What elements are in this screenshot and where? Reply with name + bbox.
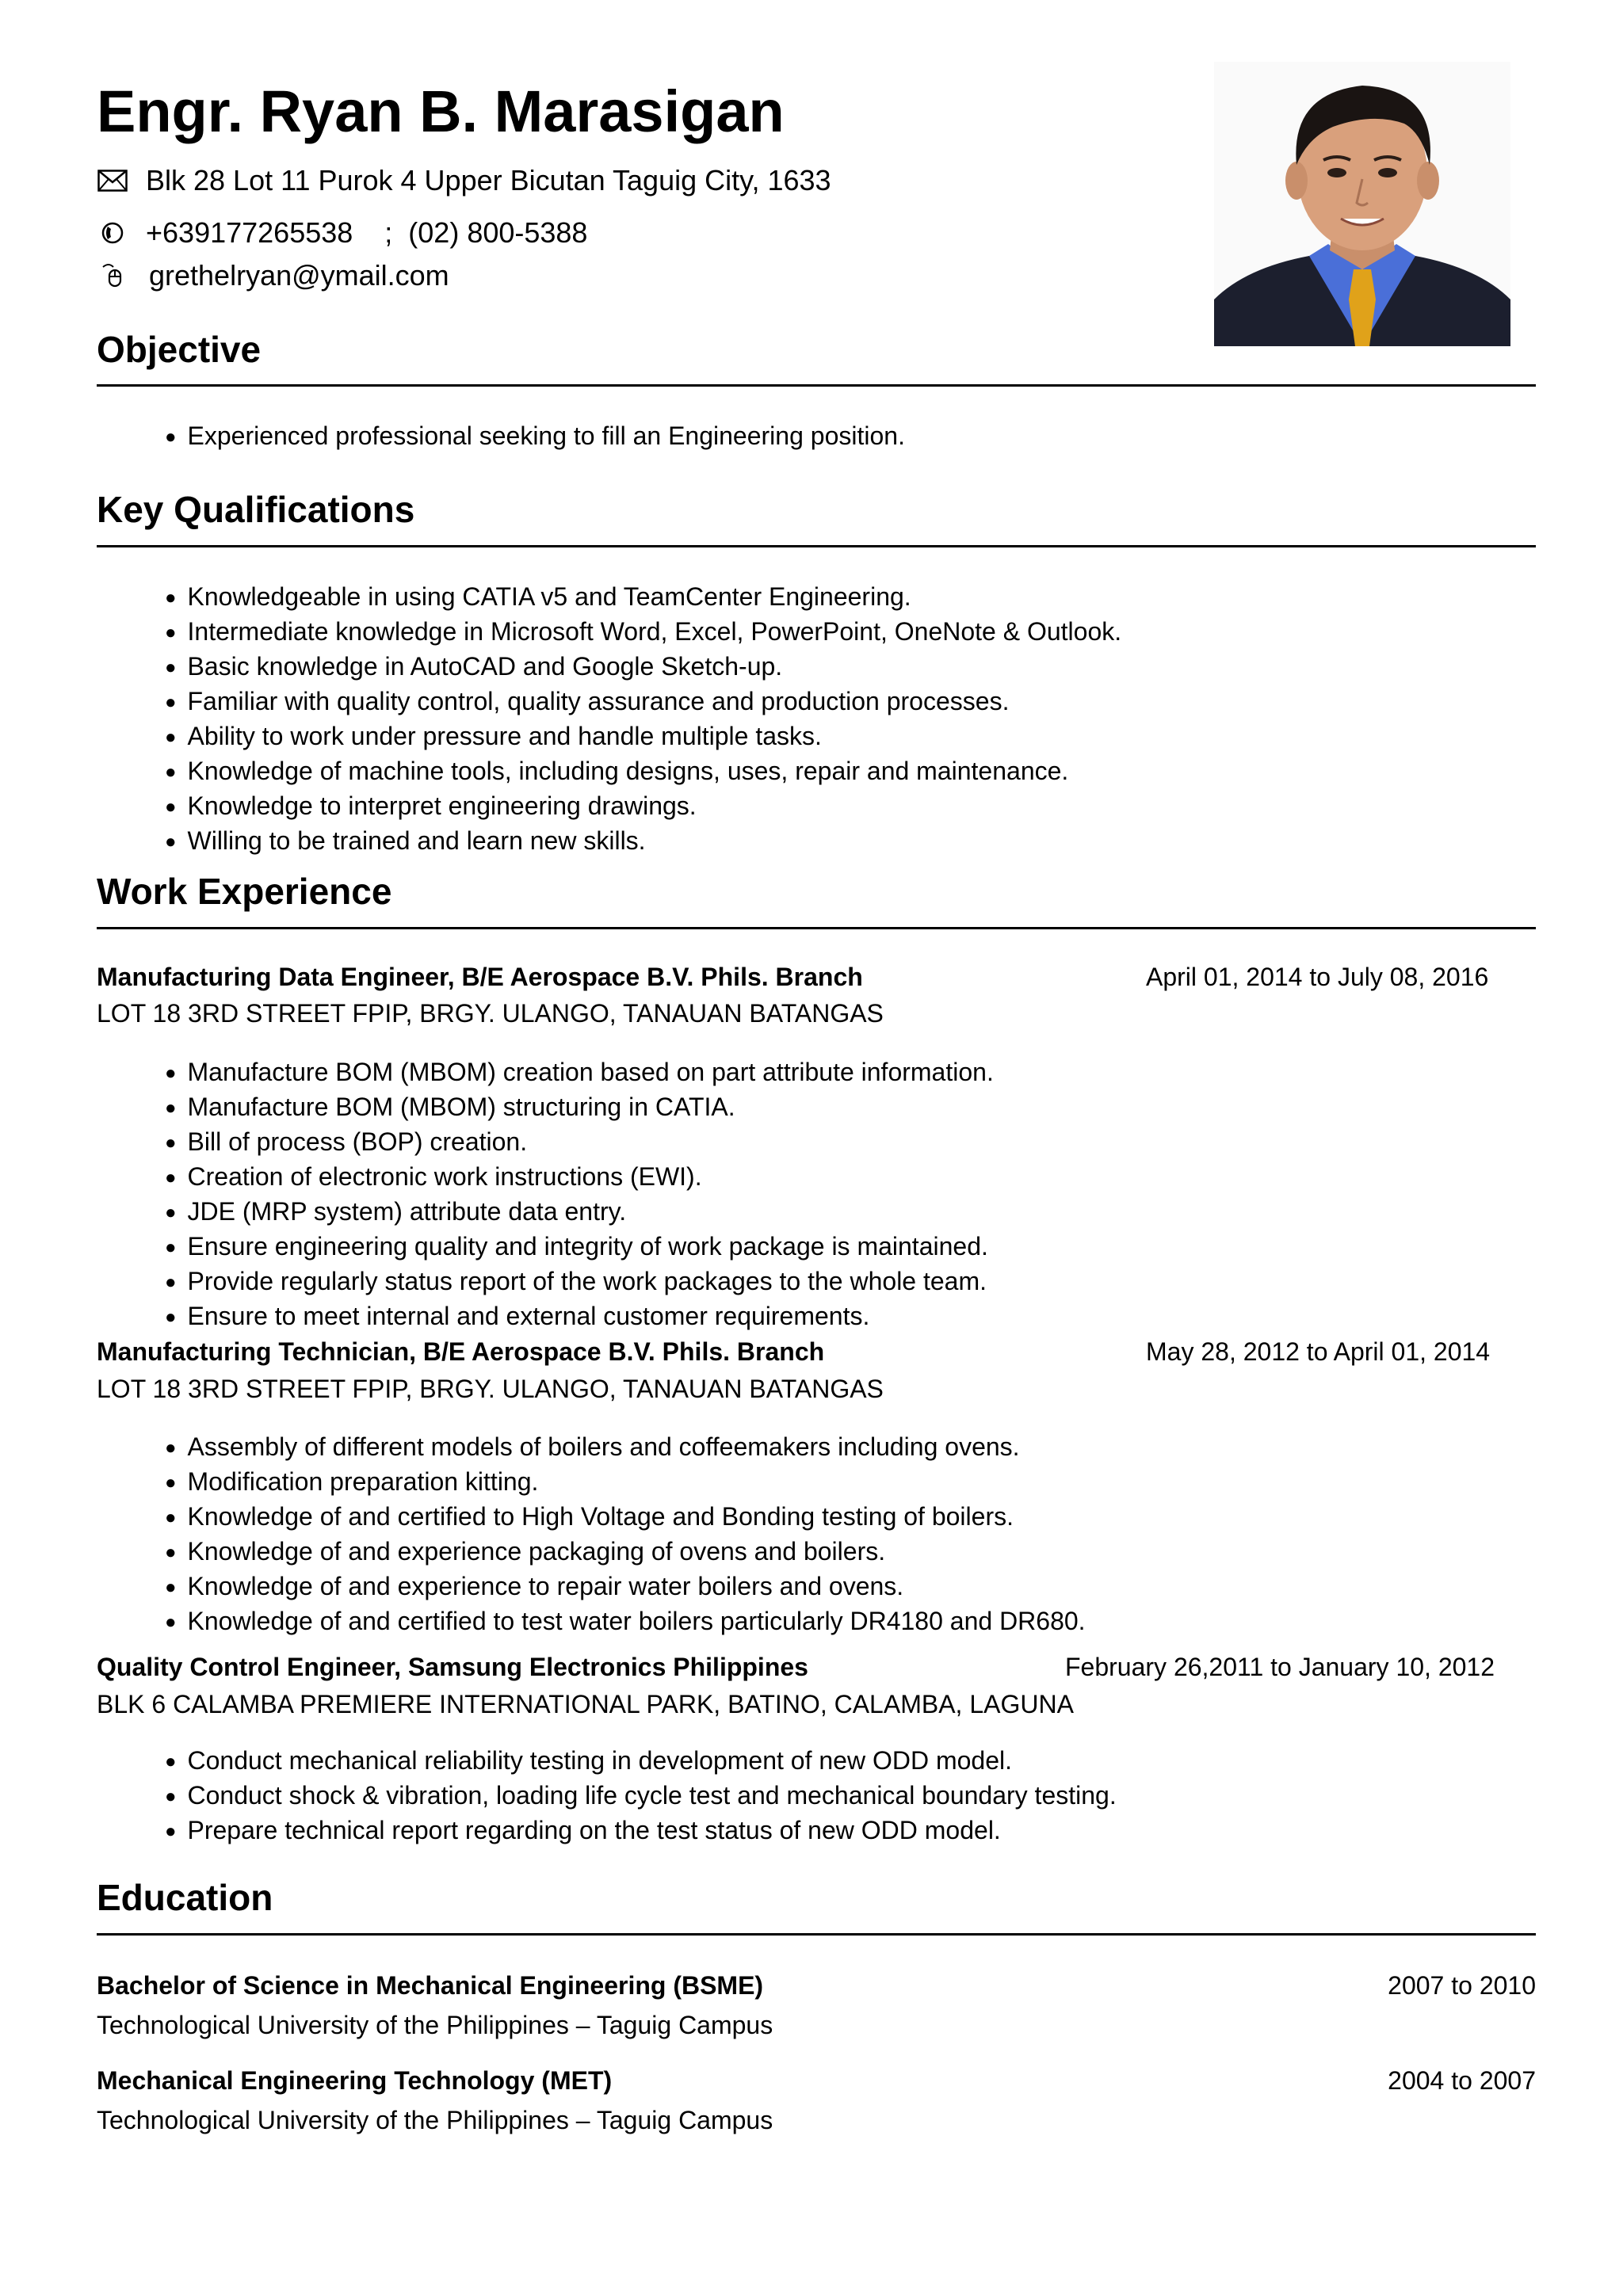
contact-address <box>97 166 831 195</box>
education-school: Technological University of the Philippines – Taguig Campus <box>97 2011 773 2039</box>
bullet-item: ● Basic knowledge in AutoCAD and Google Sketch-up. <box>165 650 1121 685</box>
job-dates: February 26,2011 to January 10, 2012 <box>1065 1653 1495 1681</box>
bullet-item: ● Familiar with quality control, quality assurance and production processes. <box>165 685 1121 720</box>
education-degree: Bachelor of Science in Mechanical Engineering (BSME) <box>97 1971 764 2000</box>
job-address: BLK 6 CALAMBA PREMIERE INTERNATIONAL PARK, BATINO, CALAMBA, LAGUNA <box>97 1690 1074 1718</box>
job-duties-list <box>165 1431 1086 1640</box>
bullet-item: ● Knowledge of and certified to High Voltage and Bonding testing of boilers. <box>165 1501 1086 1535</box>
bullet-item: ● Knowledge of machine tools, including designs, uses, repair and maintenance. <box>165 755 1121 790</box>
section-divider <box>97 384 1536 387</box>
bullet-item: ● Creation of electronic work instructions (EWI). <box>165 1161 994 1196</box>
objective-list <box>165 420 905 455</box>
bullet-item: ● Knowledgeable in using CATIA v5 and TeamCenter Engineering. <box>165 581 1121 616</box>
bullet-item: ● Conduct mechanical reliability testing in development of new ODD model. <box>165 1745 1117 1779</box>
objective-heading: Objective <box>97 329 262 370</box>
mouse-icon <box>97 261 128 290</box>
bullet-item: ● Ensure to meet internal and external customer requirements. <box>165 1300 994 1335</box>
address-text: Blk 28 Lot 11 Purok 4 Upper Bicutan Taguig City, 1633 <box>146 164 831 196</box>
bullet-item: ● Conduct shock & vibration, loading life cycle test and mechanical boundary testing. <box>165 1779 1117 1814</box>
bullet-item: ● Modification preparation kitting. <box>165 1466 1086 1501</box>
contact-phone <box>97 216 588 249</box>
bullet-item: ● Prepare technical report regarding on the test status of new ODD model. <box>165 1814 1117 1849</box>
job-duties-list <box>165 1745 1117 1849</box>
job-address: LOT 18 3RD STREET FPIP, BRGY. ULANGO, TANAUAN BATANGAS <box>97 999 884 1028</box>
section-divider <box>97 927 1536 929</box>
profile-photo <box>1214 62 1510 346</box>
email-link[interactable]: grethelryan@ymail.com <box>149 259 449 292</box>
bullet-item: ● Manufacture BOM (MBOM) creation based on part attribute information. <box>165 1056 994 1091</box>
section-divider <box>97 1933 1536 1936</box>
education-degree: Mechanical Engineering Technology (MET) <box>97 2066 613 2095</box>
bullet-item: ● Ability to work under pressure and handle multiple tasks. <box>165 720 1121 755</box>
section-divider <box>97 545 1536 547</box>
candidate-name: Engr. Ryan B. Marasigan <box>97 78 785 144</box>
work-heading: Work Experience <box>97 871 392 912</box>
phone-icon <box>97 219 128 247</box>
bullet-item: ● Ensure engineering quality and integrity of work package is maintained. <box>165 1230 994 1265</box>
contact-email <box>97 261 449 290</box>
education-years: 2004 to 2007 <box>1388 2066 1536 2095</box>
phone-text: +639177265538 ; (02) 800-5388 <box>146 216 588 249</box>
job-title: Manufacturing Technician, B/E Aerospace B.V. Phils. Branch <box>97 1337 825 1366</box>
bullet-item: ● Intermediate knowledge in Microsoft Word, Excel, PowerPoint, OneNote & Outlook. <box>165 616 1121 650</box>
bullet-item: ● JDE (MRP system) attribute data entry. <box>165 1196 994 1230</box>
job-title: Manufacturing Data Engineer, B/E Aerospace B.V. Phils. Branch <box>97 963 863 991</box>
job-title: Quality Control Engineer, Samsung Electronics Philippines <box>97 1653 808 1681</box>
bullet-item: ● Experienced professional seeking to fill an Engineering position. <box>165 420 905 455</box>
education-heading: Education <box>97 1877 273 1918</box>
education-school: Technological University of the Philippines – Taguig Campus <box>97 2106 773 2134</box>
qualifications-heading: Key Qualifications <box>97 489 415 530</box>
job-dates: May 28, 2012 to April 01, 2014 <box>1146 1337 1491 1366</box>
job-address: LOT 18 3RD STREET FPIP, BRGY. ULANGO, TANAUAN BATANGAS <box>97 1375 884 1403</box>
job-duties-list <box>165 1056 994 1335</box>
bullet-item: ● Manufacture BOM (MBOM) structuring in CATIA. <box>165 1091 994 1126</box>
bullet-item: ● Knowledge of and experience packaging of ovens and boilers. <box>165 1535 1086 1570</box>
bullet-item: ● Willing to be trained and learn new skills. <box>165 825 1121 860</box>
bullet-item: ● Assembly of different models of boilers and coffeemakers including ovens. <box>165 1431 1086 1466</box>
envelope-icon <box>97 166 128 195</box>
bullet-item: ● Knowledge of and certified to test water boilers particularly DR4180 and DR680. <box>165 1605 1086 1640</box>
education-years: 2007 to 2010 <box>1388 1971 1536 2000</box>
bullet-item: ● Bill of process (BOP) creation. <box>165 1126 994 1161</box>
job-dates: April 01, 2014 to July 08, 2016 <box>1146 963 1489 991</box>
qualifications-list <box>165 581 1121 860</box>
bullet-item: ● Knowledge to interpret engineering drawings. <box>165 790 1121 825</box>
bullet-item: ● Knowledge of and experience to repair water boilers and ovens. <box>165 1570 1086 1605</box>
bullet-item: ● Provide regularly status report of the work packages to the whole team. <box>165 1265 994 1300</box>
